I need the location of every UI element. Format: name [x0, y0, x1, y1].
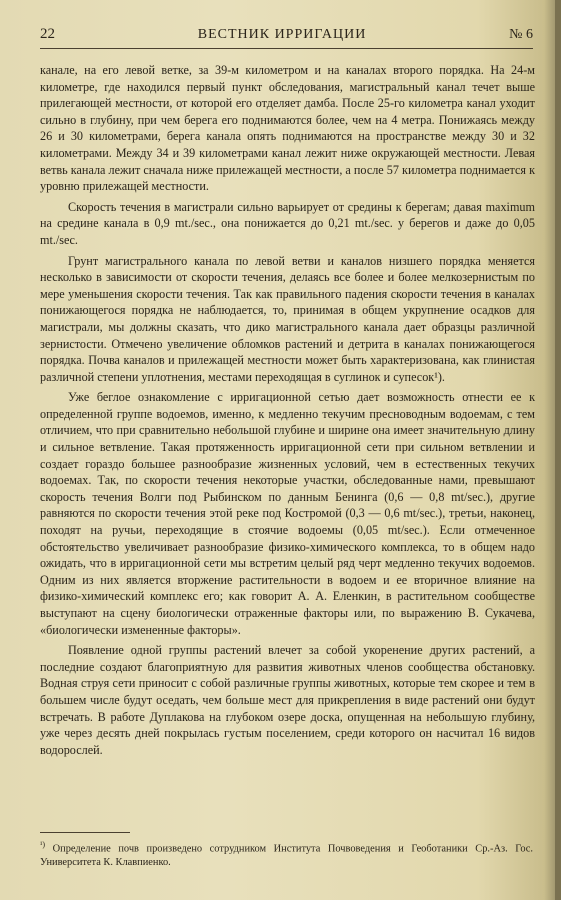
page-edge-shadow: [555, 0, 561, 900]
paragraph: Скорость течения в магистрали сильно варьирует от средины к берегам; давая maximum на средине канала в 0,9 mt./sec., она понижается до 0,21 mt./sec. у берегов и даже до 0,05 mt./sec.: [40, 199, 535, 247]
paragraph: Грунт магистрального канала по левой ветви и каналов низшего порядка меняется несколько в зависимости от скорости течения, делаясь все более и более мелкозернистым по мере уменьшения скорости течения. Так как правильного падения скорости течения в каналах понижающегося порядка не наблюдается, то, принимая в общем укрупнение осадков для магистрали, мы должны сказать, что дико магистрального канала дает образцы различной зернистости. Отмечено увеличение обломков растений и детрита в каналах понижающегося порядка. Почва каналов и прилежащей местности может быть характеризована, как глинистая различной степени уплотнения, местами переходящая в суглинок и супесок¹).: [40, 253, 535, 384]
page-number: 22: [40, 26, 55, 42]
journal-title: ВЕСТНИК ИРРИГАЦИИ: [197, 27, 367, 42]
paragraph: канале, на его левой ветке, за 39-м километром и на каналах второго порядка. На 24-м километре, где находился первый пункт обследования, магистральный канал течет выше прилегающей местности, от которой его отделяет дамба. После 25-го километра канал уходит сильно в глубину, при чем берега его поднимаются более, чем на 4 метра. Понижаясь между 26 и 30 километрами, берега канала опять поднимаются на пространстве между 30 и 32 километрами. Между 34 и 39 километрами канал лежит ниже окружающей местности. Левая ветвь канала лежит сначала ниже прилежащей местности, а после 57 километра поднимается к уровню прилежащей местности.: [40, 63, 535, 194]
issue-number: № 6: [509, 27, 533, 42]
paragraph: Появление одной группы растений влечет за собой укоренение других растений, а последние создают благоприятную для развития животных членов сообщества обстановку. Водная струя сети приносит с собой различные группы животных, которые тем скорее и тем в большем числе будут оседать, чем больше мест для прикрепления в виде растений они будут встречать. В работе Дуплакова на глубоком озере доска, опущенная на небольшую глубину, уже через десять дней покрылась густым поселением, среди которого он насчитал 16 видов водорослей.: [40, 643, 535, 757]
article-body: [40, 62, 535, 762]
footnote-marker: ¹): [40, 840, 46, 849]
footnote-text: Определение почв произведено сотрудником Института Почвоведения и Геоботаники Ср.-Аз. Гос. Университета К. Клавпиенко.: [40, 843, 533, 869]
footnote: [40, 838, 533, 870]
page-header: [40, 26, 533, 49]
footnote-divider: [40, 832, 130, 833]
paragraph: Уже беглое ознакомление с ирригационной сетью дает возможность отнести ее к определенной группе водоемов, именно, к медленно текучим пресноводным водоемам, с тем отличием, что при сравнительно небольшой глубине и ширине она имеет значительную длину и сильное ветвление. Такая протяженность ирригационной сети при сильном ветвлении и создает гораздо большее разнообразие жизненных условий, чем в естественных текучих водоемах. Так, по скорости течения некоторые участки, обследованные нами, превышают скорость течения Волги под Рыбинском по данным Бенинга (0,6 — 0,8 mt/sec.), другие равняются по скорости течения этой реке под Костромой (0,3 — 0,6 mt/sec.), третьи, наконец, походят на ручьи, переходящие в стоячие водоемы (0,05 mt/sec.). Если отмеченное обстоятельство увеличивает разнообразие физико-химического комплекса, то в общем надо ожидать, что в ирригационной сети мы встретим целый ряд черт медленно текучих водоемов. Одним из них является вторжение растительности в водоем и ее вторичное влияние на физико-химический комплекс его; как говорит А. А. Еленкин, в растительном сообществе выступают на сцену биологически отраженные факторы или, по выражению В. Сукачева, «биологически измененные факторы».: [40, 390, 535, 637]
